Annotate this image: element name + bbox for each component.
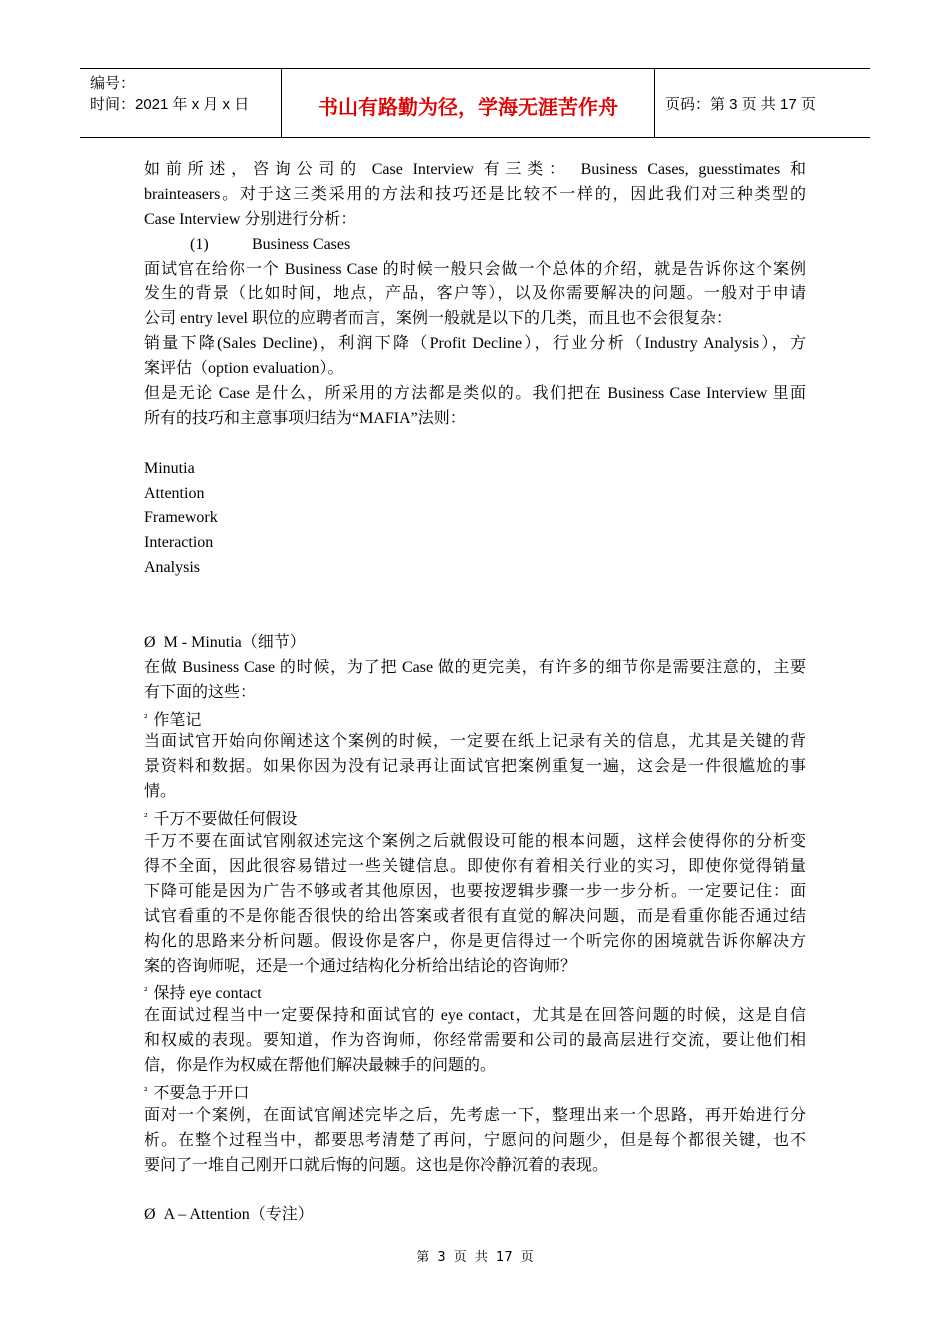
spacer xyxy=(144,606,806,631)
spacer xyxy=(144,432,806,457)
section-heading xyxy=(144,233,806,258)
tip-line: 要问了一堆自己刚开口就后悔的问题。这也是你冷静沉着的表现。 xyxy=(144,1156,609,1174)
tip-title: 保持 eye contact xyxy=(153,985,262,1003)
section-number: (1) xyxy=(190,235,209,253)
tip-line: 面对一个案例，在面试官阐述完毕之后，先考虑一下，整理出来一个思路，再开始进行分 xyxy=(144,1106,806,1124)
paragraph-line: 案评估（option evaluation）。 xyxy=(144,360,344,378)
mafia-item: Framework xyxy=(144,509,218,527)
tip-line: 在面试过程当中一定要保持和面试官的 eye contact，尤其是在回答问题的时候，这是自信 xyxy=(144,1007,806,1025)
page-footer: 第 3 页 共 17 页 xyxy=(416,1250,534,1265)
mafia-item: Minutia xyxy=(144,459,195,477)
tip-line: 试官看重的不是你能否很快的给出答案或者很有直觉的解决问题，而是看重你能否通过结 xyxy=(144,907,806,925)
paragraph-line: 发生的背景（比如时间，地点，产品，客户等），以及你需要解决的问题。一般对于申请 xyxy=(144,285,806,303)
tip-line: 构化的思路来分析问题。假设你是客户，你是更信得过一个听完你的困境就告诉你解决方 xyxy=(144,932,806,950)
a-heading xyxy=(144,1203,806,1228)
m-heading xyxy=(144,631,806,656)
header-meta xyxy=(80,69,282,137)
tip-heading xyxy=(144,979,806,1004)
arrow-bullet-icon: Ø xyxy=(144,633,156,651)
tip-heading xyxy=(144,1079,806,1104)
tip-heading xyxy=(144,706,806,731)
header-motto: 书山有路勤为径，学海无涯苦作舟 xyxy=(282,69,655,137)
tip-heading xyxy=(144,805,806,830)
intro-line: brainteasers。对于这三类采用的方法和技巧还是比较不一样的，因此我们对三种类型的 xyxy=(144,185,806,203)
paragraph-line: 有下面的这些： xyxy=(144,683,257,701)
bullet-icon: ² xyxy=(144,1084,148,1097)
bullet-icon: ² xyxy=(144,711,148,724)
tip-line: 案的咨询师呢，还是一个通过结构化分析给出结论的咨询师？ xyxy=(144,957,577,975)
intro-line: Case Interview 分别进行分析： xyxy=(144,210,357,228)
a-heading-text: A – Attention（专注） xyxy=(163,1206,314,1224)
intro-line: 如前所述，咨询公司的 Case Interview 有三类： Business Cases, guesstimates 和 xyxy=(144,161,806,178)
page-header xyxy=(80,68,870,138)
tip-line: 千万不要在面试官刚叙述完这个案例之后就假设可能的根本问题，这样会使得你的分析变 xyxy=(144,833,806,851)
paragraph-line: 但是无论 Case 是什么，所采用的方法都是类似的。我们把在 Business Case Interview 里面 xyxy=(144,385,806,403)
header-number-label: 编号： xyxy=(90,75,136,92)
mafia-item: Analysis xyxy=(144,559,200,577)
tip-title: 千万不要做任何假设 xyxy=(153,811,298,829)
tip-line: 信，你是作为权威在帮他们解决最棘手的问题的。 xyxy=(144,1057,497,1075)
tip-title: 作笔记 xyxy=(153,711,202,729)
paragraph-line: 销量下降(Sales Decline)，利润下降（Profit Decline），行业分析（Industry Analysis），方 xyxy=(144,335,806,353)
paragraph-line: 公司 entry level 职位的应聘者而言，案例一般就是以下的几类，而且也不会很复杂： xyxy=(144,310,732,328)
paragraph-line: 所有的技巧和主意事项归结为“MAFIA”法则： xyxy=(144,409,466,427)
spacer xyxy=(144,1179,806,1204)
spacer xyxy=(144,581,806,606)
m-heading-text: M - Minutia（细节） xyxy=(163,633,306,651)
tip-line: 和权威的表现。要知道，作为咨询师，你经常需要和公司的最高层进行交流，要让他们相 xyxy=(144,1032,806,1050)
tip-line: 下降可能是因为广告不够或者其他原因，也要按逻辑步骤一步一步分析。一定要记住：面 xyxy=(144,882,806,900)
mafia-item: Attention xyxy=(144,484,205,502)
tip-line: 当面试官开始向你阐述这个案例的时候，一定要在纸上记录有关的信息，尤其是关键的背 xyxy=(144,733,806,751)
tip-line: 析。在整个过程当中，都要思考清楚了再问，宁愿问的问题少，但是每个都很关键，也不 xyxy=(144,1131,806,1149)
paragraph-line: 在做 Business Case 的时候，为了把 Case 做的更完美，有许多的细节你是需要注意的，主要 xyxy=(144,658,806,676)
tip-title: 不要急于开口 xyxy=(153,1084,250,1102)
paragraph-line: 面试官在给你一个 Business Case 的时候一般只会做一个总体的介绍，就是告诉你这个案例 xyxy=(144,260,806,278)
header-date-label: 时间：2021 年 x 月 x 日 xyxy=(90,96,250,113)
tip-line: 景资料和数据。如果你因为没有记录再让面试官把案例重复一遍，这会是一件很尴尬的事 xyxy=(144,758,806,776)
bullet-icon: ² xyxy=(144,985,148,998)
tip-line: 情。 xyxy=(144,783,177,801)
section-title: Business Cases xyxy=(252,235,351,253)
arrow-bullet-icon: Ø xyxy=(144,1206,156,1224)
document-body xyxy=(144,158,806,1228)
header-page-label: 页码：第 3 页 共 17 页 xyxy=(665,95,816,113)
bullet-icon: ² xyxy=(144,811,148,824)
mafia-item: Interaction xyxy=(144,534,214,552)
tip-line: 得不全面，因此很容易错过一些关键信息。即使你有着相关行业的实习，即使你觉得销量 xyxy=(144,857,806,875)
